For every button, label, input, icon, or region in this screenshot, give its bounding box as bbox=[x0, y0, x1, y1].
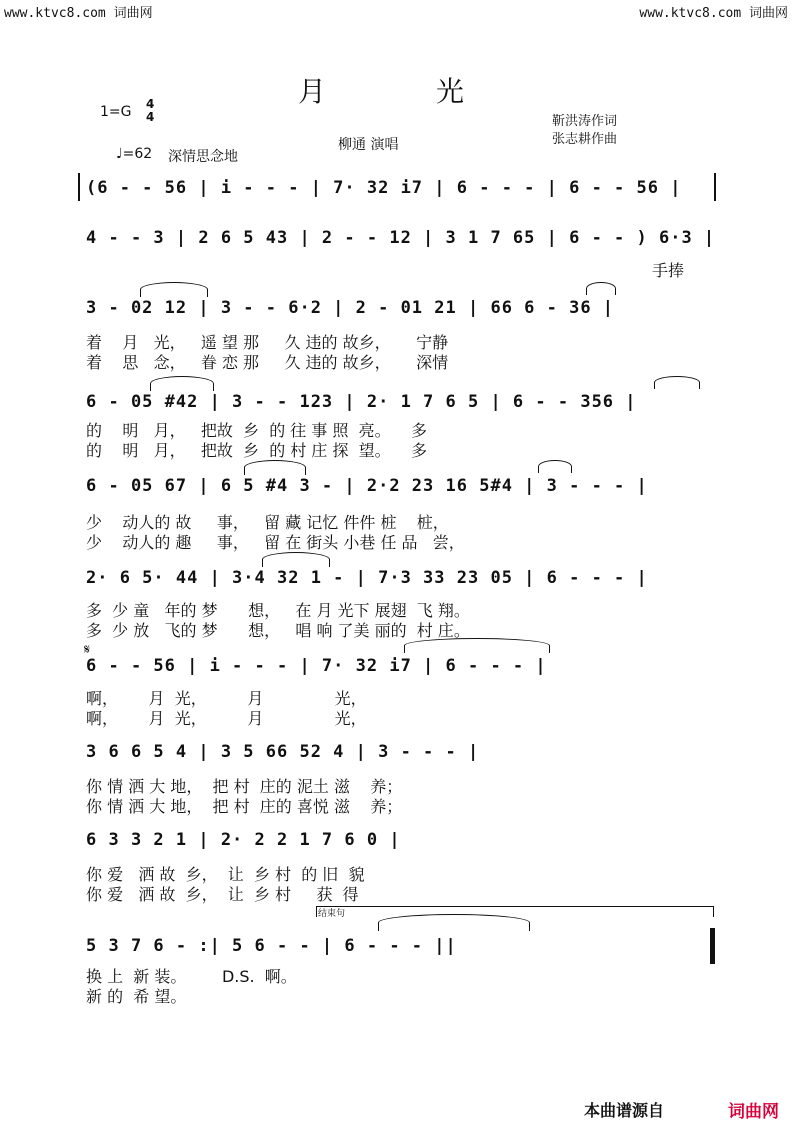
score-row-8 bbox=[0, 742, 792, 816]
slur bbox=[538, 460, 572, 473]
tempo-marking: ♩=62 bbox=[116, 146, 153, 162]
score-row-3 bbox=[0, 298, 792, 372]
time-signature bbox=[146, 98, 154, 124]
score-row-9 bbox=[0, 830, 792, 904]
lyric-line-1: 多 少 童 年的 梦 想， 在 月 光下 展翅 飞 翔。 bbox=[86, 601, 470, 620]
footer-site-logo[interactable]: 词曲网 bbox=[728, 1102, 779, 1122]
score-row-2 bbox=[0, 228, 792, 280]
notes-line: 6 - 05 67 | 6 5 #4 3 - | 2·2 23 16 5#4 | 3 - - - | bbox=[86, 476, 648, 496]
lyric-line-1: 换 上 新 装。 D.S. 啊。 bbox=[86, 967, 297, 986]
lyric-line-2: 你 爱 洒 故 乡， 让 乡 村 获 得 bbox=[86, 885, 359, 904]
score-row-5 bbox=[0, 476, 792, 552]
final-barline bbox=[710, 928, 715, 964]
slur bbox=[262, 552, 330, 567]
lyric-line-1: 着 月 光， 遥 望 那 久 违的 故乡， 宁静 bbox=[86, 333, 449, 352]
singer-credit: 柳通 演唱 bbox=[338, 137, 399, 153]
slur bbox=[140, 282, 208, 297]
segno-sign: 𝄋 bbox=[84, 642, 91, 658]
watermark-left: www.ktvc8.com 词曲网 bbox=[4, 6, 153, 21]
lyricist-credit: 靳洪涛作词 bbox=[552, 114, 618, 129]
score-row-1 bbox=[0, 178, 792, 222]
slur bbox=[404, 638, 550, 653]
lyric-line-1: 的 明 月， 把故 乡 的 往 事 照 亮。 多 bbox=[86, 421, 427, 440]
score-row-10 bbox=[0, 936, 792, 1006]
score-row-6 bbox=[0, 568, 792, 640]
lyric-line-2: 啊， 月 光， 月 光， bbox=[86, 709, 367, 728]
watermark-right: www.ktvc8.com 词曲网 bbox=[639, 6, 788, 21]
lyric-line-1: 你 爱 洒 故 乡， 让 乡 村 的 旧 貌 bbox=[86, 865, 365, 884]
slur bbox=[378, 914, 530, 931]
lyric-line-2: 少 动人的 趣 事， 留 在 街头 小巷 任 品 尝， bbox=[86, 533, 465, 552]
lyric-line-2: 你 情 洒 大 地， 把 村 庄的 喜悦 滋 养； bbox=[86, 797, 403, 816]
expression-marking: 深情思念地 bbox=[168, 149, 238, 165]
ending-bracket bbox=[316, 906, 714, 917]
time-sig-bottom: 4 bbox=[146, 110, 155, 124]
time-sig-top: 4 bbox=[146, 97, 155, 111]
composer-credit: 张志耕作曲 bbox=[552, 132, 618, 147]
lyric-line-2: 新 的 希 望。 bbox=[86, 987, 187, 1006]
footer-source-label: 本曲谱源自 bbox=[584, 1101, 665, 1120]
lyric-line-2: 多 少 放 飞的 梦 想， 唱 响 了美 丽的 村 庄。 bbox=[86, 621, 470, 640]
key-signature: 1=G bbox=[100, 104, 132, 120]
notes-line: 3 - 02 12 | 3 - - 6·2 | 2 - 01 21 | 66 6 - 36 | bbox=[86, 298, 615, 318]
notes-line: (6 - - 56 | i - - - | 7· 32 i7 | 6 - - - | 6 - - 56 | bbox=[86, 178, 682, 198]
slur bbox=[150, 376, 214, 391]
slur bbox=[654, 376, 700, 389]
slur bbox=[586, 282, 616, 295]
notes-line: 3 6 6 5 4 | 3 5 66 52 4 | 3 - - - | bbox=[86, 742, 480, 762]
lyric-line-1: 手捧 bbox=[652, 261, 685, 280]
lyric-line-1: 你 情 洒 大 地， 把 村 庄的 泥土 滋 养； bbox=[86, 777, 403, 796]
notes-line: 6 3 3 2 1 | 2· 2 2 1 7 6 0 | bbox=[86, 830, 401, 850]
notes-line: 6 - 05 #42 | 3 - - 123 | 2· 1 7 6 5 | 6 - - 356 | bbox=[86, 392, 637, 412]
barline bbox=[714, 173, 716, 201]
notes-line: 2· 6 5· 44 | 3·4 32 1 - | 7·3 33 23 05 | 6 - - - | bbox=[86, 568, 648, 588]
barline bbox=[78, 173, 80, 201]
notes-line: 5 3 7 6 - :| 5 6 - - | 6 - - - || bbox=[86, 936, 457, 956]
score-row-4 bbox=[0, 392, 792, 460]
lyric-line-2: 着 思 念， 眷 恋 那 久 违的 故乡， 深情 bbox=[86, 353, 449, 372]
lyric-line-2: 的 明 月， 把故 乡 的 村 庄 探 望。 多 bbox=[86, 441, 427, 460]
notes-line: 6 - - 56 | i - - - | 7· 32 i7 | 6 - - - | bbox=[86, 656, 547, 676]
lyric-line-1: 啊， 月 光， 月 光， bbox=[86, 689, 367, 708]
slur bbox=[244, 460, 306, 475]
ending-label: 结束句 bbox=[318, 909, 346, 919]
song-title: 月光 bbox=[298, 75, 575, 108]
score-row-7 bbox=[0, 642, 792, 728]
notes-line: 4 - - 3 | 2 6 5 43 | 2 - - 12 | 3 1 7 65 | 6 - - ) 6·3 | bbox=[86, 228, 716, 248]
lyric-line-1: 少 动人的 故 事， 留 藏 记忆 件件 桩 桩， bbox=[86, 513, 449, 532]
